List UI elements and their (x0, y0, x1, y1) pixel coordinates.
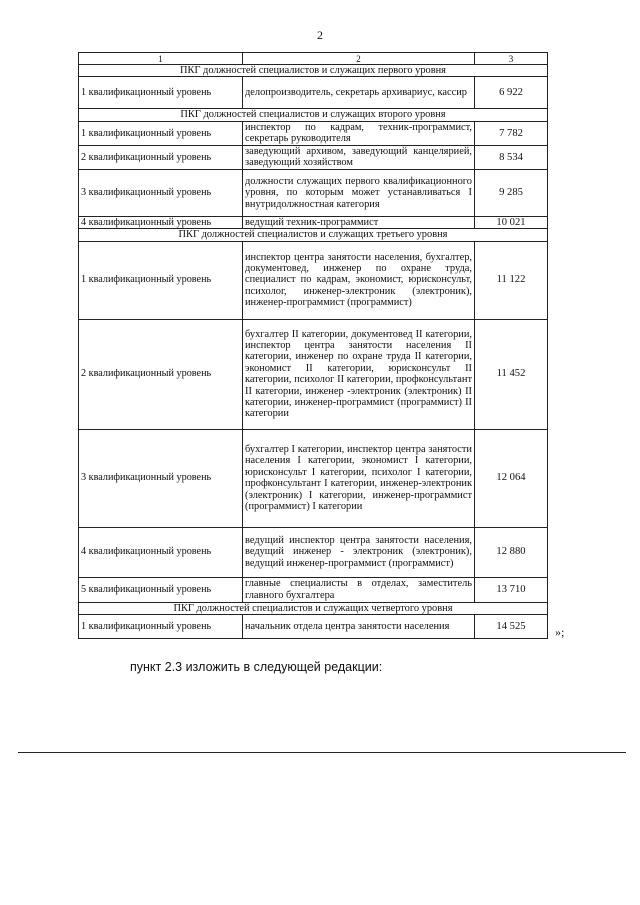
qualification-level: 4 квалификационный уровень (79, 216, 243, 228)
page-number: 2 (317, 28, 323, 42)
table-row (79, 615, 548, 639)
closing-quote: »; (555, 625, 565, 639)
table-row (79, 319, 548, 429)
section-title: ПКГ должностей специалистов и служащих четвертого уровня (79, 602, 548, 614)
section-header-row (79, 65, 548, 77)
qualification-level: 1 квалификационный уровень (79, 615, 243, 639)
positions-list: инспектор по кадрам, техник-программист, секретарь руководителя (243, 121, 475, 145)
positions-list: инспектор центра занятости населения, бухгалтер, документовед, инженер по охране труда, специалист по кадрам, экономист, юрисконсульт, психолог, инженер-электроник (электроник), инженер-программист (программист) (243, 241, 475, 319)
table-row (79, 121, 548, 145)
table-row (79, 145, 548, 169)
amendment-paragraph: пункт 2.3 изложить в следующей редакции: (130, 660, 383, 674)
column-number-1: 1 (79, 53, 243, 65)
qualification-level: 2 квалификационный уровень (79, 145, 243, 169)
section-title: ПКГ должностей специалистов и служащих первого уровня (79, 65, 548, 77)
positions-list: главные специалисты в отделах, заместитель главного бухгалтера (243, 577, 475, 602)
section-header-row (79, 229, 548, 241)
positions-list: ведущий техник-программист (243, 216, 475, 228)
positions-list: делопроизводитель, секретарь архивариус, кассир (243, 77, 475, 109)
salary-value: 12 064 (475, 429, 548, 527)
salary-value: 8 534 (475, 145, 548, 169)
section-title: ПКГ должностей специалистов и служащих второго уровня (79, 109, 548, 121)
salary-value: 13 710 (475, 577, 548, 602)
positions-list: ведущий инспектор центра занятости населения, ведущий инженер - электроник (электроник), ведущий инженер-программист (программист) (243, 527, 475, 577)
qualification-level: 1 квалификационный уровень (79, 241, 243, 319)
salary-value: 11 122 (475, 241, 548, 319)
salary-value: 12 880 (475, 527, 548, 577)
positions-list: начальник отдела центра занятости населения (243, 615, 475, 639)
salary-value: 14 525 (475, 615, 548, 639)
salary-value: 10 021 (475, 216, 548, 228)
table-row (79, 216, 548, 228)
qualification-level: 4 квалификационный уровень (79, 527, 243, 577)
salary-value: 11 452 (475, 319, 548, 429)
table-row (79, 241, 548, 319)
section-title: ПКГ должностей специалистов и служащих третьего уровня (79, 229, 548, 241)
positions-list: должности служащих первого квалификационного уровня, по которым может устанавливаться I внутридолжностная категория (243, 169, 475, 216)
table-row (79, 169, 548, 216)
salary-table (78, 52, 548, 639)
section-header-row (79, 109, 548, 121)
qualification-level: 1 квалификационный уровень (79, 121, 243, 145)
table-row (79, 77, 548, 109)
salary-value: 6 922 (475, 77, 548, 109)
horizontal-rule (18, 752, 626, 753)
column-number-row (79, 53, 548, 65)
qualification-level: 3 квалификационный уровень (79, 429, 243, 527)
qualification-level: 2 квалификационный уровень (79, 319, 243, 429)
salary-value: 7 782 (475, 121, 548, 145)
positions-list: бухгалтер I категории, инспектор центра занятости населения I категории, экономист I категории, юрисконсульт I категории, психолог I категории, профконсультант I категории, инженер-электроник (электроник) I категории, инженер-программист (программист) I категории (243, 429, 475, 527)
salary-value: 9 285 (475, 169, 548, 216)
section-header-row (79, 602, 548, 614)
qualification-level: 5 квалификационный уровень (79, 577, 243, 602)
column-number-3: 3 (475, 53, 548, 65)
positions-list: заведующий архивом, заведующий канцелярией, заведующий хозяйством (243, 145, 475, 169)
qualification-level: 1 квалификационный уровень (79, 77, 243, 109)
table-row (79, 527, 548, 577)
table-row (79, 429, 548, 527)
qualification-level: 3 квалификационный уровень (79, 169, 243, 216)
column-number-2: 2 (243, 53, 475, 65)
positions-list: бухгалтер II категории, документовед II категории, инспектор центра занятости населения II категории, инженер по охране труда II категории, экономист II категории, юрисконсульт II категории, психолог II категории, профконсультант II категории, инженер -электроник (электроник) II категории, инженер-программист (программист) II категории (243, 319, 475, 429)
table-row (79, 577, 548, 602)
